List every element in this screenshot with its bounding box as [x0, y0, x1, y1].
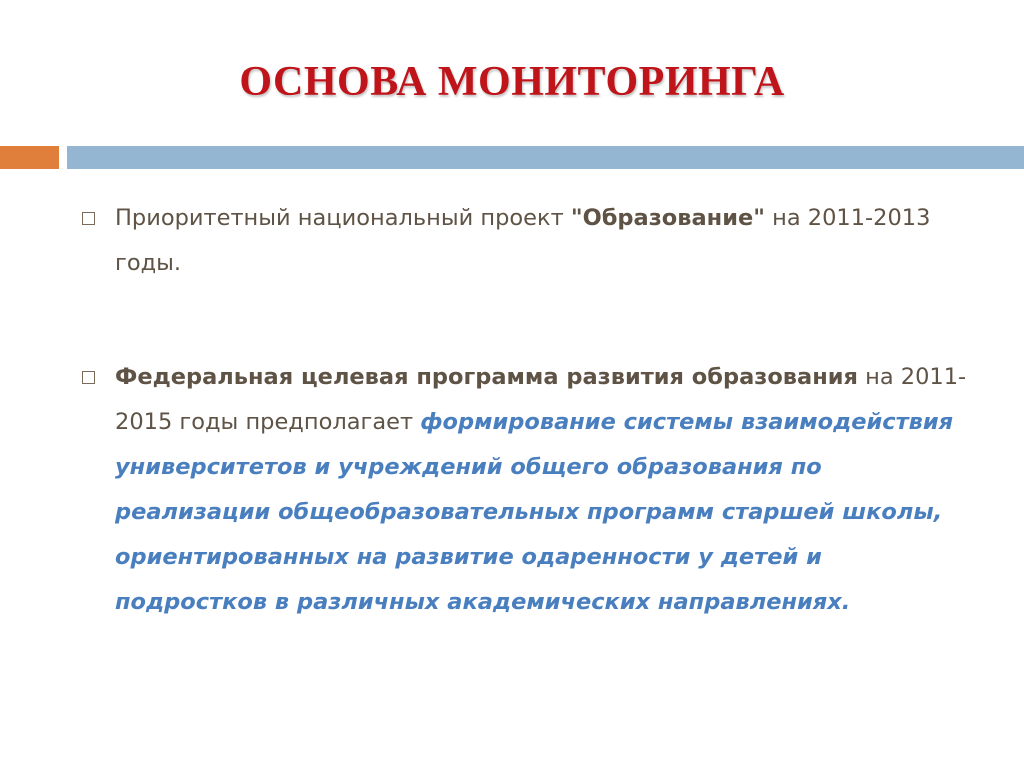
slide-title: ОСНОВА МОНИТОРИНГА [239, 59, 785, 105]
bullet-text-1 [115, 196, 975, 286]
divider-accent-blue [67, 146, 1024, 169]
divider-accent-orange [0, 146, 59, 169]
bullet-2-emphasis: формирование системы взаимодействия университетов и учреждений общего образования по реализации общеобразовательных программ старшей школы, ориентированных на развитие одаренности у детей и подростков в различных академических направлениях. [115, 409, 954, 615]
bullet-1-text-after: на 2011-2013 годы. [115, 205, 931, 276]
bullet-text-2 [115, 355, 975, 625]
square-bullet-icon [82, 371, 95, 384]
square-bullet-icon [82, 212, 95, 225]
bullet-1-bold: "Образование" [570, 205, 765, 231]
bullet-2-text: на 2011- 2015 годы предполагает [115, 364, 967, 435]
bullet-1-text-before: Приоритетный национальный проект [115, 205, 571, 231]
bullet-2-bold: Федеральная целевая программа развития образования [115, 364, 858, 390]
